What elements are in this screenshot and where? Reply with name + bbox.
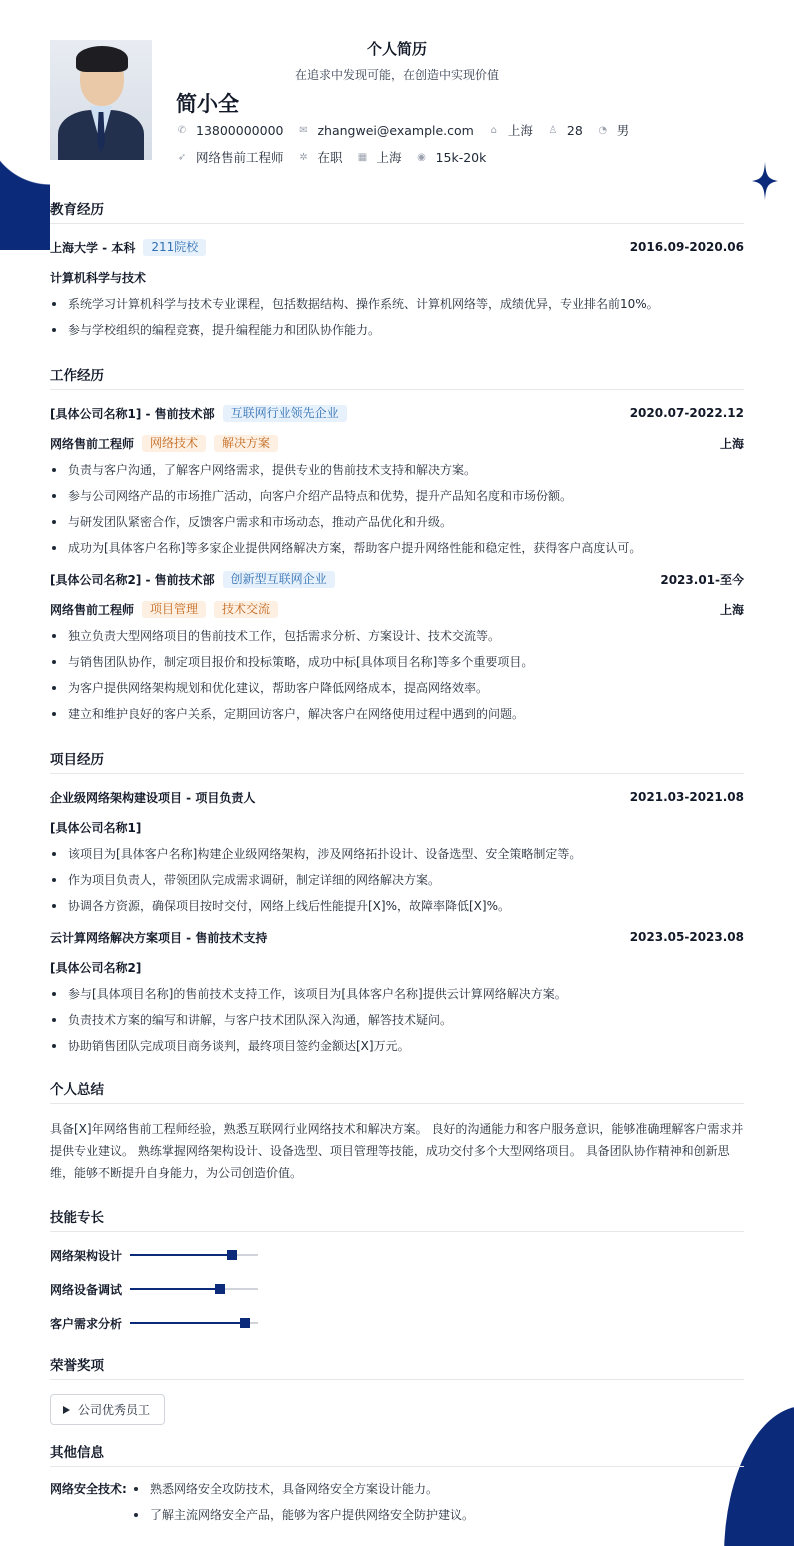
list-item: 协助销售团队完成项目商务谈判，最终项目签约金额达[X]万元。 [50, 1038, 744, 1054]
skill-name: 网络设备调试 [50, 1282, 123, 1297]
section-title: 工作经历 [50, 364, 744, 390]
motto: 在追求中发现可能，在创造中实现价值 [294, 68, 499, 82]
info-phone: ✆ 13800000000 [177, 122, 284, 138]
section-title: 项目经历 [50, 748, 744, 774]
gender-icon: ◔ [598, 124, 608, 136]
list-item: 建立和维护良好的客户关系，定期回访客户，解决客户在网络使用过程中遇到的问题。 [50, 706, 744, 722]
list-item: 了解主流网络安全产品，能够为客户提供网络安全防护建议。 [132, 1507, 474, 1523]
education-bullets [50, 296, 744, 338]
job-header-row [50, 404, 744, 422]
resume-header [50, 38, 744, 166]
education-date: 2016.09-2020.06 [629, 240, 744, 254]
project-header-row [50, 788, 744, 806]
section-title: 荣誉奖项 [50, 1354, 744, 1380]
skills-section [50, 1206, 744, 1348]
project-header-row [50, 928, 744, 946]
project-date: 2023.05-2023.08 [629, 930, 744, 944]
project-name: 企业级网络架构建设项目 - 项目负责人 [50, 790, 256, 805]
list-item: 为客户提供网络架构规划和优化建议，帮助客户降低网络成本，提高网络效率。 [50, 680, 744, 696]
job-role: 网络售前工程师 [50, 602, 135, 617]
other-bullets [132, 1481, 474, 1533]
job-bullets [50, 462, 744, 556]
list-item: 系统学习计算机科学与技术专业课程，包括数据结构、操作系统、计算机网络等，成绩优异，专业排名前10%。 [50, 296, 744, 312]
status-icon: ✲ [299, 151, 308, 163]
skill-item [50, 1314, 403, 1332]
list-item: 成功为[具体客户名称]等多家企业提供网络解决方案，帮助客户提升网络性能和稳定性，获得客户高度认可。 [50, 540, 744, 556]
project-bullets [50, 986, 744, 1054]
company-name: [具体公司名称2] - 售前技术部 [50, 572, 215, 587]
projects-section [50, 748, 744, 1054]
job-role-row [50, 434, 744, 452]
project-company: [具体公司名称1] [50, 820, 142, 835]
skill-item [50, 1280, 403, 1298]
job-header-row [50, 570, 744, 588]
job-entry [50, 404, 744, 556]
other-label: 网络安全技术: [50, 1482, 127, 1496]
skill-level-bar [130, 1288, 258, 1290]
mail-icon: ✉ [299, 124, 308, 136]
awards-section [50, 1354, 744, 1425]
section-title: 个人总结 [50, 1078, 744, 1104]
school-tag: 211院校 [143, 239, 206, 256]
list-item: 参与学校组织的编程竞赛，提升编程能力和团队协作能力。 [50, 322, 744, 338]
summary-text: 具备[X]年网络售前工程师经验，熟悉互联网行业网络技术和解决方案。 良好的沟通能力和客户服务意识，能够准确理解客户需求并提供专业建议。 熟练掌握网络架构设计、设备选型、项目管理等技能，成功交付多个大型网络项目。 具备团队协作精神和创新思维，能够不断提升自身能力，为公司创造价值。 [50, 1122, 744, 1180]
project-company: [具体公司名称2] [50, 960, 142, 975]
document-title: 个人简历 [366, 40, 427, 58]
job-location: 上海 [719, 436, 744, 451]
skill-level-bar [130, 1322, 258, 1324]
job-bullets [50, 628, 744, 722]
job-location: 上海 [719, 602, 744, 617]
list-item: 作为项目负责人，带领团队完成需求调研，制定详细的网络解决方案。 [50, 872, 744, 888]
info-work-city: ▦ 上海 [357, 150, 402, 165]
sparkle-star-icon [752, 162, 778, 200]
info-city: ⌂ 上海 [488, 121, 533, 139]
skill-item [50, 1246, 403, 1264]
skills-list [50, 1246, 744, 1348]
work-section [50, 364, 744, 722]
play-triangle-icon [63, 1406, 70, 1414]
list-item: 与销售团队协作，制定项目报价和投标策略，成功中标[具体项目名称]等多个重要项目。 [50, 654, 744, 670]
list-item: 与研发团队紧密合作，反馈客户需求和市场动态，推动产品优化和升级。 [50, 514, 744, 530]
company-name: [具体公司名称1] - 售前技术部 [50, 406, 215, 421]
list-item: 负责技术方案的编写和讲解，与客户技术团队深入沟通，解答技术疑问。 [50, 1012, 744, 1028]
education-header-row [50, 238, 744, 256]
company-tag: 创新型互联网企业 [223, 571, 335, 588]
skill-level-bar [130, 1254, 258, 1256]
job-role-row [50, 600, 744, 618]
skill-name: 网络架构设计 [50, 1248, 123, 1263]
summary-section [50, 1078, 744, 1184]
list-item: 协调各方资源，确保项目按时交付，网络上线后性能提升[X]%，故障率降低[X]%。 [50, 898, 744, 914]
job-date: 2020.07-2022.12 [629, 406, 744, 420]
contact-info-row [176, 121, 643, 139]
list-item: 参与公司网络产品的市场推广活动，向客户介绍产品特点和优势，提升产品知名度和市场份额。 [50, 488, 744, 504]
section-title: 其他信息 [50, 1441, 744, 1467]
list-item: 参与[具体项目名称]的售前技术支持工作，该项目为[具体客户名称]提供云计算网络解决方案。 [50, 986, 744, 1002]
education-section [50, 198, 744, 338]
project-entry [50, 928, 744, 1054]
info-position: ➶ 网络售前工程师 [177, 150, 284, 165]
candidate-name: 简小全 [176, 92, 239, 116]
building-icon: ▦ [357, 151, 368, 163]
project-name: 云计算网络解决方案项目 - 售前技术支持 [50, 930, 268, 945]
skill-name: 客户需求分析 [50, 1316, 123, 1331]
other-info-row [50, 1481, 744, 1533]
info-salary: ◉ 15k-20k [417, 149, 487, 165]
job-date: 2023.01-至今 [660, 572, 744, 587]
skill-tag: 网络技术 [142, 435, 206, 452]
list-item: 该项目为[具体客户名称]构建企业级网络架构，涉及网络拓扑设计、设备选型、安全策略制定等。 [50, 846, 744, 862]
award-label: 公司优秀员工 [78, 1403, 151, 1417]
school-name: 上海大学 - 本科 [50, 240, 136, 255]
project-date: 2021.03-2021.08 [629, 790, 744, 804]
skill-tag: 解决方案 [214, 435, 278, 452]
skill-tag: 技术交流 [214, 601, 278, 618]
skill-tag: 项目管理 [142, 601, 206, 618]
age-icon: ♙ [548, 124, 558, 136]
info-gender: ◔ 男 [598, 123, 630, 138]
corner-decoration-top-left [0, 120, 50, 250]
company-tag: 互联网行业领先企业 [223, 405, 347, 422]
job-info-row [176, 148, 500, 166]
info-status: ✲ 在职 [299, 150, 343, 165]
home-icon: ⌂ [490, 124, 498, 136]
list-item: 独立负责大型网络项目的售前技术工作，包括需求分析、方案设计、技术交流等。 [50, 628, 744, 644]
info-email: ✉ zhangwei@example.com [299, 122, 474, 138]
resume-page [50, 38, 744, 1533]
list-item: 熟悉网络安全攻防技术，具备网络安全方案设计能力。 [132, 1481, 474, 1497]
salary-icon: ◉ [417, 151, 426, 163]
list-item: 负责与客户沟通，了解客户网络需求，提供专业的售前技术支持和解决方案。 [50, 462, 744, 478]
info-age: ♙ 28 [548, 122, 583, 138]
award-item[interactable] [50, 1394, 165, 1425]
job-role: 网络售前工程师 [50, 436, 135, 451]
project-entry [50, 788, 744, 914]
section-title: 技能专长 [50, 1206, 744, 1232]
project-bullets [50, 846, 744, 914]
section-title: 教育经历 [50, 198, 744, 224]
other-section [50, 1441, 744, 1533]
phone-icon: ✆ [177, 124, 187, 136]
send-icon: ➶ [177, 151, 187, 163]
major: 计算机科学与技术 [50, 270, 147, 285]
job-entry [50, 570, 744, 722]
